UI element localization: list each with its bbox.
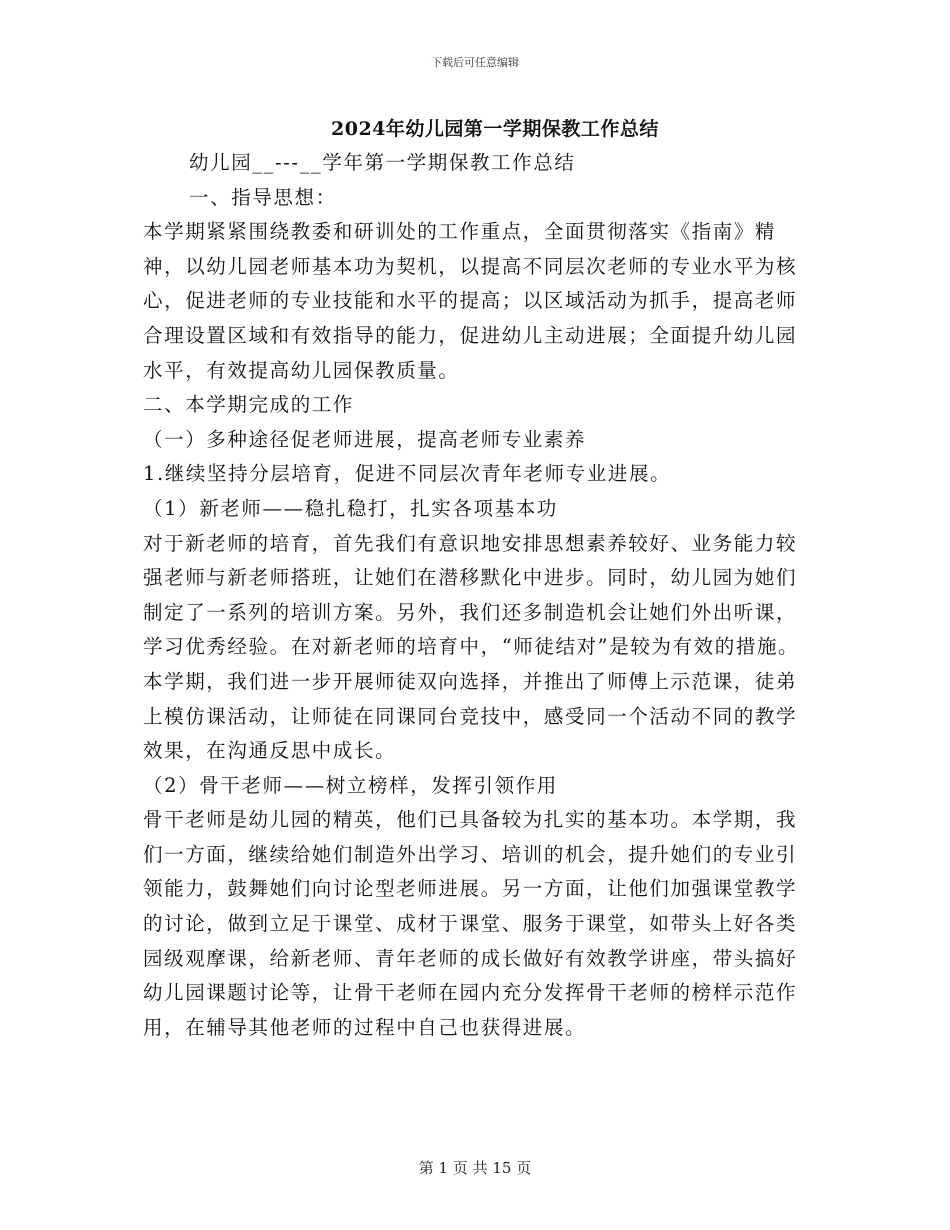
item-heading-backbone-teachers: （2）骨干老师——树立榜样，发挥引领作用 xyxy=(143,773,558,797)
paragraph-backbone-teachers: 骨干老师是幼儿园的精英，他们已具备较为扎实的基本功。本学期，我们一方面，继续给她们制造外出学习、培训的机会，提升她们的专业引领能力，鼓舞她们向讨论型老师进展。另一方面，让他们加强课堂教学的讨论，做到立足于课堂、成材于课堂、服务于课堂，如带头上好各类园级观摩课，给新老师、青年老师的成长做好有效教学讲座，带头搞好幼儿园课题讨论等，让骨干老师在园内充分发挥骨干老师的榜样示范作用，在辅导其他老师的过程中自己也获得进展。 xyxy=(143,808,798,1039)
paragraph-subtitle: 幼儿园__---__学年第一学期保教工作总结 xyxy=(189,151,576,174)
page-number: 第 1 页 共 15 页 xyxy=(418,1159,532,1177)
document-title: 2024年幼儿园第一学期保教工作总结 xyxy=(331,118,659,140)
header-note: 下载后可任意编辑 xyxy=(431,56,519,69)
section-heading-guiding-ideas: 一、指导思想： xyxy=(189,185,337,209)
item-heading-new-teachers: （1）新老师——稳扎稳打，扎实各项基本功 xyxy=(143,496,558,520)
document-body xyxy=(143,146,805,1045)
section-heading-completed-work: 二、本学期完成的工作 xyxy=(143,393,355,417)
subsection-heading-teacher-development: （一）多种途径促老师进展，提高老师专业素养 xyxy=(143,427,587,451)
paragraph-guiding-ideas: 本学期紧紧围绕教委和研训处的工作重点，全面贯彻落实《指南》精神，以幼儿园老师基本功为契机，以提高不同层次老师的专业水平为核心，促进老师的专业技能和水平的提高；以区域活动为抓手，提高老师合理设置区域和有效指导的能力，促进幼儿主动进展；全面提升幼儿园水平，有效提高幼儿园保教质量。 xyxy=(143,220,798,382)
item-heading-layered-training: 1.继续坚持分层培育，促进不同层次青年老师专业进展。 xyxy=(143,462,672,486)
paragraph-new-teachers: 对于新老师的培育，首先我们有意识地安排思想素养较好、业务能力较强老师与新老师搭班，让她们在潜移默化中进步。同时，幼儿园为她们制定了一系列的培训方案。另外，我们还多制造机会让她们外出听课，学习优秀经验。在对新老师的培育中，“师徒结对”是较为有效的措施。本学期，我们进一步开展师徒双向选择，并推出了师傅上示范课，徒弟上模仿课活动，让师徒在同课同台竞技中，感受同一个活动不同的教学效果，在沟通反思中成长。 xyxy=(143,531,800,763)
